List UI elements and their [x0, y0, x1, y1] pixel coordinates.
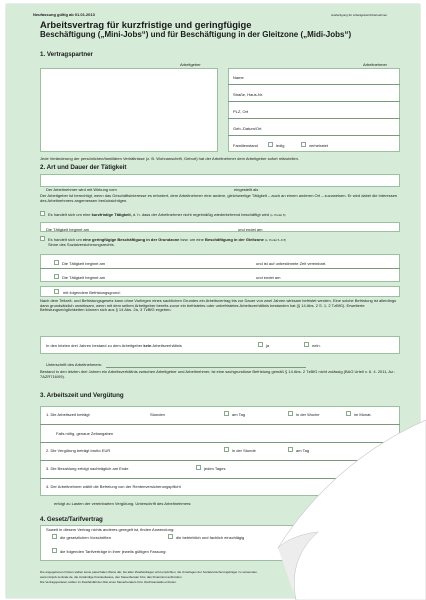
- birth-label: Geb.-Datum/Ort: [233, 126, 262, 131]
- wage-per-day-label: am Tag: [296, 448, 310, 453]
- short-term-pre: Es handelt sich um eine: [48, 212, 91, 217]
- prior-pre: In den letzten drei Jahren bestand zu dem Arbeitgeber: [46, 343, 143, 348]
- starts-label-2: Die Tätigkeit beginnt am: [62, 261, 106, 266]
- reason-label: mit folgendem Befristungsgrund:: [63, 290, 121, 295]
- per-hour-label: in der Stunde: [232, 448, 256, 453]
- minor-pre: Es handelt sich um: [48, 237, 82, 242]
- ends-label-1: und endet am: [238, 227, 263, 232]
- statutory-label: die gesetzlichen Vorschriften: [60, 535, 111, 540]
- per-week-label: in der Woche: [296, 412, 320, 417]
- section-3-heading: 3. Arbeitszeit und Vergütung: [40, 392, 124, 399]
- schedule-label: Falls nötig, genaue Zeitangaben: [56, 431, 114, 436]
- yes-label: ja: [266, 343, 270, 348]
- per-day-label: am Tag: [232, 412, 246, 417]
- plz-label: PLZ, Ort: [233, 109, 249, 114]
- minor-ref: (s. Punkt 5–6 ff): [265, 238, 287, 242]
- each-day-label: jeden Tages: [204, 466, 226, 471]
- fixed-term-clause: Nach dem Teilzeit- und Befristungsgesetz kann ohne Vorliegen eines sachlichen Grundes ein Arbeitsvertrag bis zur Dauer von zwei Jahren wirksam befristet werden. Eine solche Befristung ist allerdings dann grundsätzlich unwirksam, wenn mit dem selben Arbeitgeber bereits zuvor ein befristetes oder unbefristetes Arbeitsverhältnis bestanden hat (§ 14 Abs. 2 S. 1, 2 TzBfG). Erweiterte Befristungsmöglichkeiten können sich aus § 14 Abs. 2a, 3 TzBfG ergeben.: [40, 298, 397, 313]
- starts-label-1: Die Tätigkeit beginnt am: [46, 227, 90, 232]
- minor-line-2: Sinne des Sozialversicherungsrechts.: [48, 242, 115, 247]
- section-4-heading: 4. Gesetz/Tarifvertrag: [40, 516, 103, 523]
- pension-exemption-label: 4. Der Arbeitnehmer wählt die Befreiung von der Rentenversicherungspflicht: [46, 484, 181, 489]
- change-notice: Jede Veränderung der persönlichen/familiären Verhältnisse (z. B. Wohnanschrift, Geburt) hat der Arbeitnehmer dem Arbeitgeber sofort mitzuteilen.: [40, 156, 299, 161]
- copy-note: Ausfertigung für Arbeitgeber/Arbeitnehmer: [331, 13, 388, 17]
- per-month-label: im Monat.: [354, 412, 372, 417]
- payment-label: 3. Die Bezahlung erfolgt nachträglich am Ende: [46, 466, 129, 471]
- footer-line-3: Die Vertragsparteien sollten im Zweifelsfall den Rat eines Steuerberaters bzw. Rechtsanwalts einholen.: [40, 580, 177, 584]
- wage-label: 2. Die Vergütung beträgt brutto EUR: [46, 448, 111, 453]
- law-intro: Soweit in diesem Vertrag nichts anderes geregelt ist, finden Anwendung:: [46, 527, 175, 532]
- family-status-label: Familienstand: [233, 143, 258, 148]
- version-note: Neufassung gültig ab 01.01.2013: [33, 12, 95, 17]
- short-term-post: d. h. dass der Arbeitnehmer nicht regelmäßig wiederkehrend beschäftigt wird: [132, 212, 270, 217]
- prior-bold: kein: [143, 343, 152, 348]
- employed-as-label: eingestellt als: [234, 187, 259, 192]
- reassignment-clause: Der Arbeitgeber ist berechtigt, wenn das Geschäftsinteresse es erfordert, dem Arbeitnehmer eine andere, gleichwertige Tätigkeit – auch an einem anderen Ort – zuzuweisen. Er wird dabei die Interessen des Arbeitnehmers angemessen berücksichtigen.: [40, 193, 398, 203]
- prior-post: Arbeitsverhältnis: [152, 343, 182, 348]
- single-label: ledig: [276, 143, 285, 148]
- minor-bold: eine geringfügige Beschäftigung in der Grundzone: [82, 237, 180, 242]
- employee-label: Arbeitnehmer: [363, 62, 388, 67]
- unlimited-label: und ist auf unbestimmte Zeit vereinbart.: [256, 261, 327, 266]
- title-line-1: Arbeitsvertrag für kurzfristige und geringfügige: [40, 19, 252, 30]
- starts-label-3: Die Tätigkeit beginnt am: [62, 275, 106, 280]
- married-label: verheiratet: [309, 143, 328, 148]
- short-term-ref: (s. Punkt 5): [270, 213, 286, 217]
- street-label: Straße, Haus-Nr.: [233, 92, 264, 97]
- employed-from-label: Der Arbeitnehmer wird mit Wirkung vom: [46, 187, 117, 192]
- signature-label: Unterschrift des Arbeitnehmers:: [46, 362, 103, 367]
- minor-mid: bzw. um eine: [180, 237, 204, 242]
- no-label: nein.: [312, 343, 321, 348]
- working-time-label: 1. Die Arbeitszeit beträgt: [46, 412, 90, 417]
- footer-line-2: www.minijob-zentrale.de, die zuständige Krankenkasse, den Steuerberater bzw. das Finanzamt aufzurufen.: [40, 575, 183, 579]
- ends-label-2: und endet am: [256, 275, 281, 280]
- prior-employment-clause: Bestand in den letzten drei Jahren ein Arbeitsverhältnis zwischen Arbeitgeber und Arbeitnehmer, ist eine sachgrundlose Befristung gemäß § 14 Abs. 2 TzBfG nicht zulässig (BAG Urteil v. 6. 4. 2011, Az.: 7AZR716/09).: [40, 369, 396, 379]
- footer-line-1: Die angegebenen Fristen stellen keine pauschalen Werte dar, bei allen Zweifelsfragen wird empfohlen, die Unterlagen der Sozialversicherungsträger zu verwenden.: [40, 570, 258, 574]
- minor-bold-2: Beschäftigung in der Gleitzone: [204, 237, 264, 242]
- pension-exemption-line-2: erfolgt zu Lasten der vereinbarten Vergütung. Unterschrift des Arbeitnehmers:: [54, 501, 192, 506]
- title-line-2: Beschäftigung („Mini-Jobs“) und für Beschäftigung in der Gleitzone („Midi-Jobs“): [40, 30, 352, 39]
- section-2-heading: 2. Art und Dauer der Tätigkeit: [40, 164, 127, 171]
- name-label: Name: [233, 75, 244, 80]
- short-term-bold: kurzfristige Tätigkeit,: [91, 212, 132, 217]
- section-1-heading: 1. Vertragspartner: [40, 51, 93, 58]
- employer-label: Arbeitgeber: [180, 62, 201, 67]
- tariff-label: die folgenden Tarifverträge in ihrer jeweils gültigen Fassung:: [60, 549, 167, 554]
- industry-label: die betrieblich und fachlich einschlägig: [176, 535, 245, 540]
- hours-label: Stunden: [150, 412, 165, 417]
